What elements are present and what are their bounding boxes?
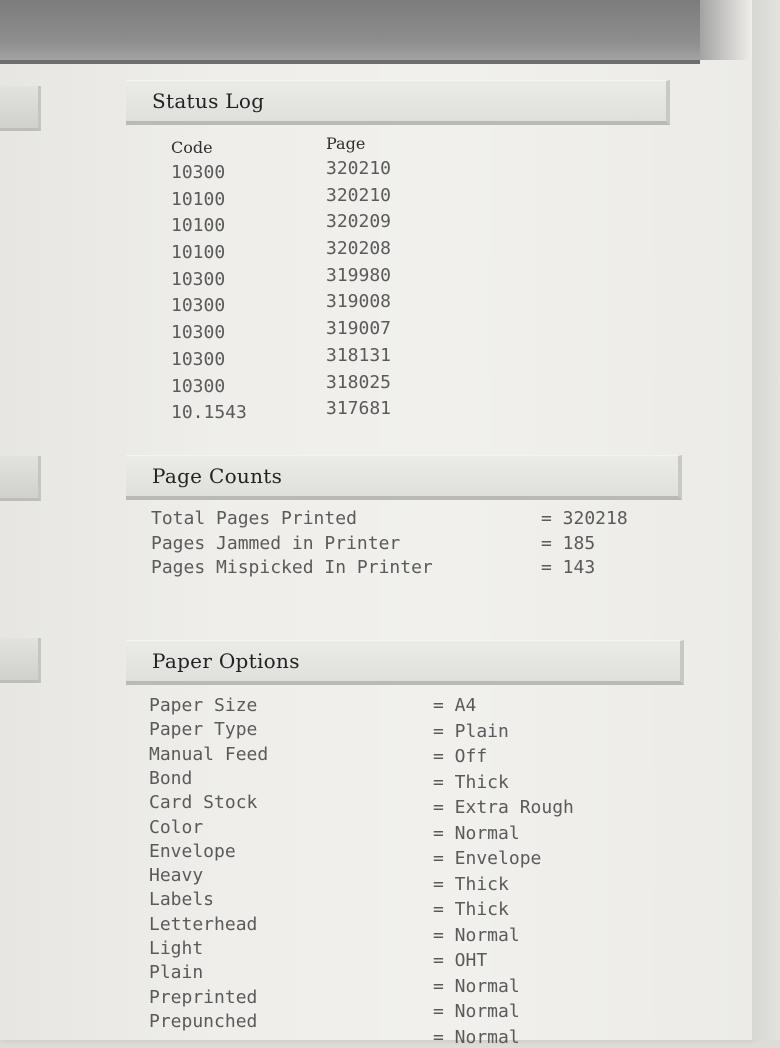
- paper-option-value: = A4: [433, 695, 477, 716]
- left-section-bar: [0, 86, 41, 131]
- paper-option-value: = Normal: [433, 924, 520, 946]
- page-count-value: = 143: [541, 557, 596, 578]
- status-log-code: 10300: [171, 375, 226, 397]
- paper-option-label: Envelope: [149, 840, 236, 862]
- status-log-page: 320208: [326, 238, 392, 260]
- paper-option-label: Labels: [149, 889, 215, 911]
- top-header-band-fade: [700, 0, 752, 60]
- status-log-page: 319980: [326, 264, 392, 286]
- paper-option-value: = Normal: [433, 1026, 520, 1048]
- page-column-header: Page: [326, 134, 366, 153]
- paper-option-label: Letterhead: [149, 913, 258, 935]
- paper-option-label: Heavy: [149, 865, 204, 887]
- page-count-label: Total Pages Printed: [151, 508, 357, 529]
- status-log-page: 320209: [326, 211, 392, 233]
- status-log-code: 10300: [171, 322, 226, 344]
- page-counts-title: Page Counts: [152, 464, 283, 488]
- left-section-bar: [0, 456, 41, 501]
- top-header-band: [0, 0, 700, 64]
- status-log-code: 10.1543: [171, 402, 247, 424]
- status-log-page: 319007: [326, 318, 392, 340]
- paper-option-label: Paper Type: [149, 719, 258, 741]
- paper-option-label: Plain: [149, 962, 204, 984]
- background-edge: [752, 0, 780, 1040]
- status-log-code: 10300: [171, 295, 226, 317]
- status-log-code: 10300: [171, 268, 226, 290]
- paper-options-title: Paper Options: [152, 649, 300, 673]
- paper-option-value: = Normal: [433, 1001, 520, 1022]
- page-counts-header: [126, 455, 682, 500]
- status-log-header: [126, 80, 670, 125]
- paper-options-header: [126, 640, 684, 685]
- paper-option-label: Bond: [149, 767, 193, 789]
- status-log-code: 10300: [171, 348, 226, 370]
- paper-option-value: = Thick: [433, 771, 509, 793]
- status-log-page: 319008: [326, 291, 392, 313]
- page-count-value: = 185: [541, 532, 596, 554]
- paper-option-label: Prepunched: [149, 1010, 258, 1032]
- left-section-bar: [0, 638, 41, 683]
- paper-option-value: = Normal: [433, 822, 520, 844]
- status-log-page: 317681: [326, 398, 392, 420]
- paper-option-value: = Envelope: [433, 848, 542, 869]
- paper-option-value: = Thick: [433, 899, 509, 920]
- status-log-code: 10100: [171, 215, 226, 237]
- paper-option-value: = Normal: [433, 975, 520, 997]
- status-log-page: 318131: [326, 344, 392, 366]
- paper-option-value: = Thick: [433, 873, 509, 895]
- paper-option-value: = Plain: [433, 720, 509, 742]
- status-log-page-column: [326, 132, 391, 423]
- status-log-code: 10300: [171, 162, 226, 183]
- paper-option-label: Paper Size: [149, 695, 258, 716]
- paper-option-label: Card Stock: [149, 792, 258, 814]
- paper-option-value: = Off: [433, 746, 488, 767]
- status-log-title: Status Log: [152, 89, 265, 113]
- status-log-page: 318025: [326, 371, 392, 393]
- status-log-code: 10100: [171, 242, 226, 264]
- status-log-page: 320210: [326, 184, 392, 206]
- paper-option-label: Color: [149, 816, 204, 838]
- paper-option-label: Manual Feed: [149, 743, 269, 765]
- code-column-header: Code: [171, 138, 213, 157]
- page-count-label: Pages Jammed in Printer: [151, 532, 401, 554]
- page-count-label: Pages Mispicked In Printer: [151, 557, 433, 578]
- status-log-page: 320210: [326, 158, 392, 179]
- page-count-value: = 320218: [541, 508, 628, 529]
- status-log-code: 10100: [171, 188, 226, 210]
- paper-option-value: = OHT: [433, 950, 488, 971]
- paper-option-value: = Extra Rough: [433, 797, 574, 818]
- paper-option-label: Light: [149, 938, 204, 959]
- paper-option-label: Preprinted: [149, 986, 258, 1008]
- status-log-code-column: [171, 136, 247, 427]
